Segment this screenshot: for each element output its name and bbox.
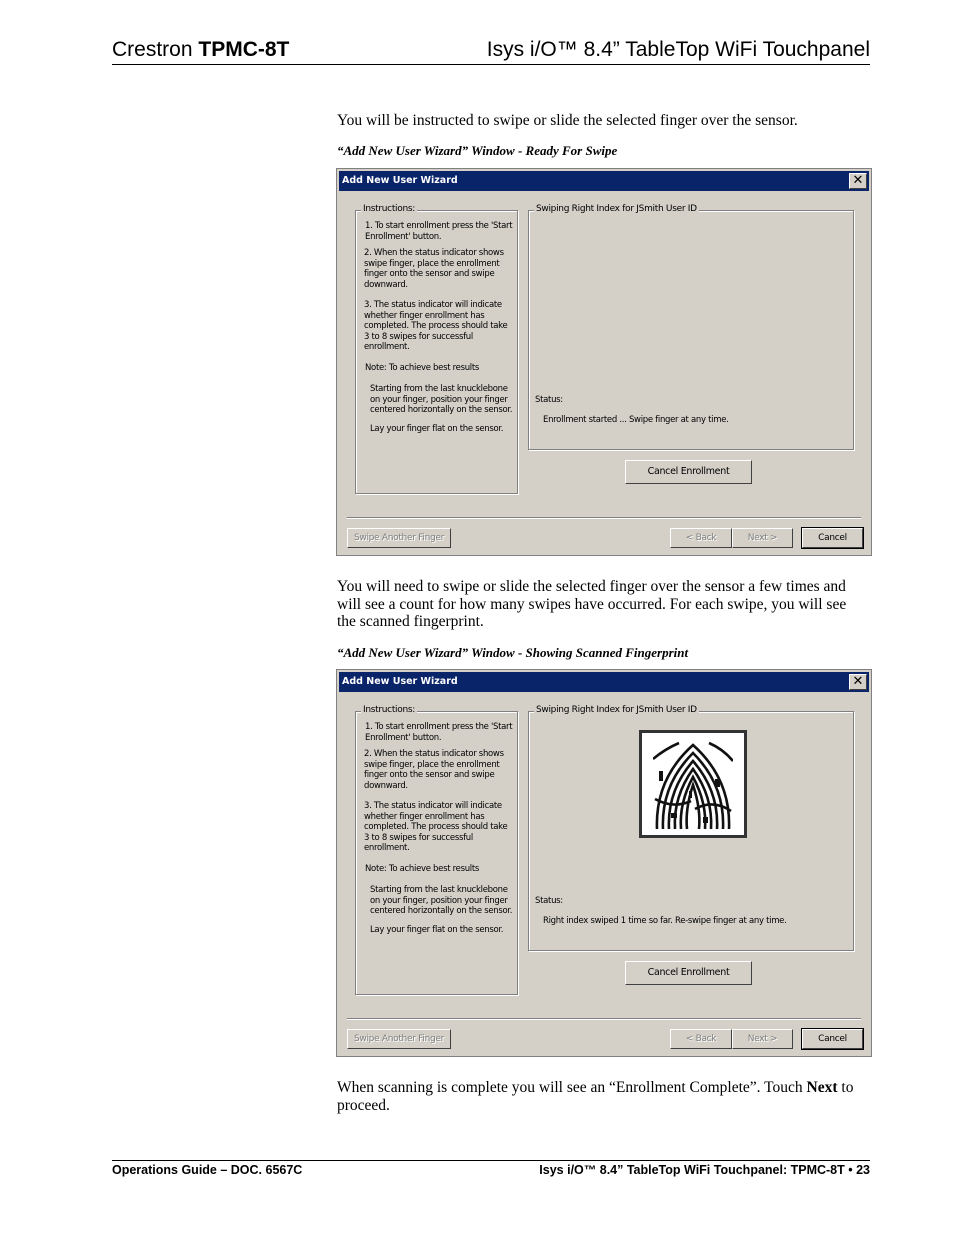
fingerprint-image	[639, 730, 747, 838]
close-button[interactable]	[849, 173, 867, 189]
instructions-group	[355, 204, 518, 494]
separator	[347, 517, 861, 519]
dialog-titlebar	[339, 672, 869, 692]
close-icon: ✕	[852, 173, 864, 188]
status-label: Status:	[535, 896, 563, 906]
instruction-step-2: 2. When the status indicator shows swipe finger, place the enrollment finger onto the sensor and swipe downward.	[364, 248, 504, 290]
instructions-label: Instructions:	[363, 204, 415, 214]
instruction-step-2: 2. When the status indicator shows swipe finger, place the enrollment finger onto the sensor and swipe downward.	[364, 749, 504, 791]
cancel-enrollment-button[interactable]: Cancel Enrollment	[625, 961, 752, 985]
cancel-enrollment-button[interactable]: Cancel Enrollment	[625, 460, 752, 484]
paragraph-3-end: to proceed.	[337, 1079, 854, 1114]
next-button[interactable]: Next >	[732, 528, 793, 548]
dialog-title: Add New User Wizard	[342, 175, 458, 186]
swipe-another-finger-button[interactable]: Swipe Another Finger	[347, 528, 451, 548]
caption-1: “Add New User Wizard” Window - Ready For Swipe	[337, 143, 618, 158]
instruction-tip-2: Lay your finger flat on the sensor.	[370, 925, 504, 935]
paragraph-3-text: When scanning is complete you will see an “Enrollment Complete”. Touch	[337, 1079, 807, 1096]
dialog-title: Add New User Wizard	[342, 676, 458, 687]
instruction-tip-1: Starting from the last knucklebone on your finger, position your finger centered horizontally on the sensor.	[370, 885, 513, 917]
close-icon: ✕	[852, 674, 864, 689]
header-left	[112, 38, 289, 62]
fingerprint-icon	[653, 739, 733, 831]
wizard-dialog-ready	[336, 168, 872, 556]
status-text: Enrollment started ... Swipe finger at any time.	[543, 415, 729, 425]
next-keyword: Next	[806, 1079, 838, 1096]
header-title: Isys i/O™ 8.4” TableTop WiFi Touchpanel	[486, 38, 870, 61]
instruction-note: Note: To achieve best results	[365, 363, 480, 373]
swipe-group	[528, 204, 854, 450]
header-brand: Crestron	[112, 38, 193, 61]
instruction-note: Note: To achieve best results	[365, 864, 480, 874]
instruction-step-3: 3. The status indicator will indicate whether finger enrollment has completed. The process should take 3 to 8 swipes for successful enrollment.	[364, 300, 508, 353]
page-footer	[112, 1160, 870, 1177]
cancel-button[interactable]: Cancel	[802, 528, 863, 548]
footer-left: Operations Guide – DOC. 6567C	[112, 1163, 303, 1177]
instruction-step-1: 1. To start enrollment press the 'Start Enrollment' button.	[365, 221, 513, 242]
swipe-another-finger-button[interactable]: Swipe Another Finger	[347, 1029, 451, 1049]
close-button[interactable]	[849, 674, 867, 690]
next-button[interactable]: Next >	[732, 1029, 793, 1049]
caption-2: “Add New User Wizard” Window - Showing Scanned Fingerprint	[337, 645, 689, 660]
instructions-label: Instructions:	[363, 705, 415, 715]
instruction-step-3: 3. The status indicator will indicate whether finger enrollment has completed. The process should take 3 to 8 swipes for successful enrollment.	[364, 801, 508, 854]
status-label: Status:	[535, 395, 563, 405]
footer-right: Isys i/O™ 8.4” TableTop WiFi Touchpanel: TPMC-8T • 23	[539, 1163, 870, 1177]
status-text: Right index swiped 1 time so far. Re-swipe finger at any time.	[543, 916, 787, 926]
swipe-group-label: Swiping Right Index for JSmith User ID	[536, 705, 697, 715]
paragraph-3	[337, 1079, 867, 1114]
dialog-titlebar	[339, 171, 869, 191]
header-model: TPMC-8T	[198, 38, 290, 61]
page-header	[112, 38, 870, 65]
wizard-dialog-scanned	[336, 669, 872, 1057]
swipe-group	[528, 705, 854, 951]
separator	[347, 1018, 861, 1020]
back-button[interactable]: < Back	[670, 528, 732, 548]
paragraph-1: You will be instructed to swipe or slide the selected finger over the sensor.	[337, 112, 798, 129]
swipe-group-label: Swiping Right Index for JSmith User ID	[536, 204, 697, 214]
instruction-step-1: 1. To start enrollment press the 'Start Enrollment' button.	[365, 722, 513, 743]
paragraph-2: You will need to swipe or slide the selected finger over the sensor a few times and will see a count for how many swipes have occurred. For each swipe, you will see the scanned fingerprint.	[337, 578, 847, 630]
cancel-button[interactable]: Cancel	[802, 1029, 863, 1049]
instruction-tip-1: Starting from the last knucklebone on your finger, position your finger centered horizontally on the sensor.	[370, 384, 513, 416]
back-button[interactable]: < Back	[670, 1029, 732, 1049]
instructions-group	[355, 705, 518, 995]
instruction-tip-2: Lay your finger flat on the sensor.	[370, 424, 504, 434]
